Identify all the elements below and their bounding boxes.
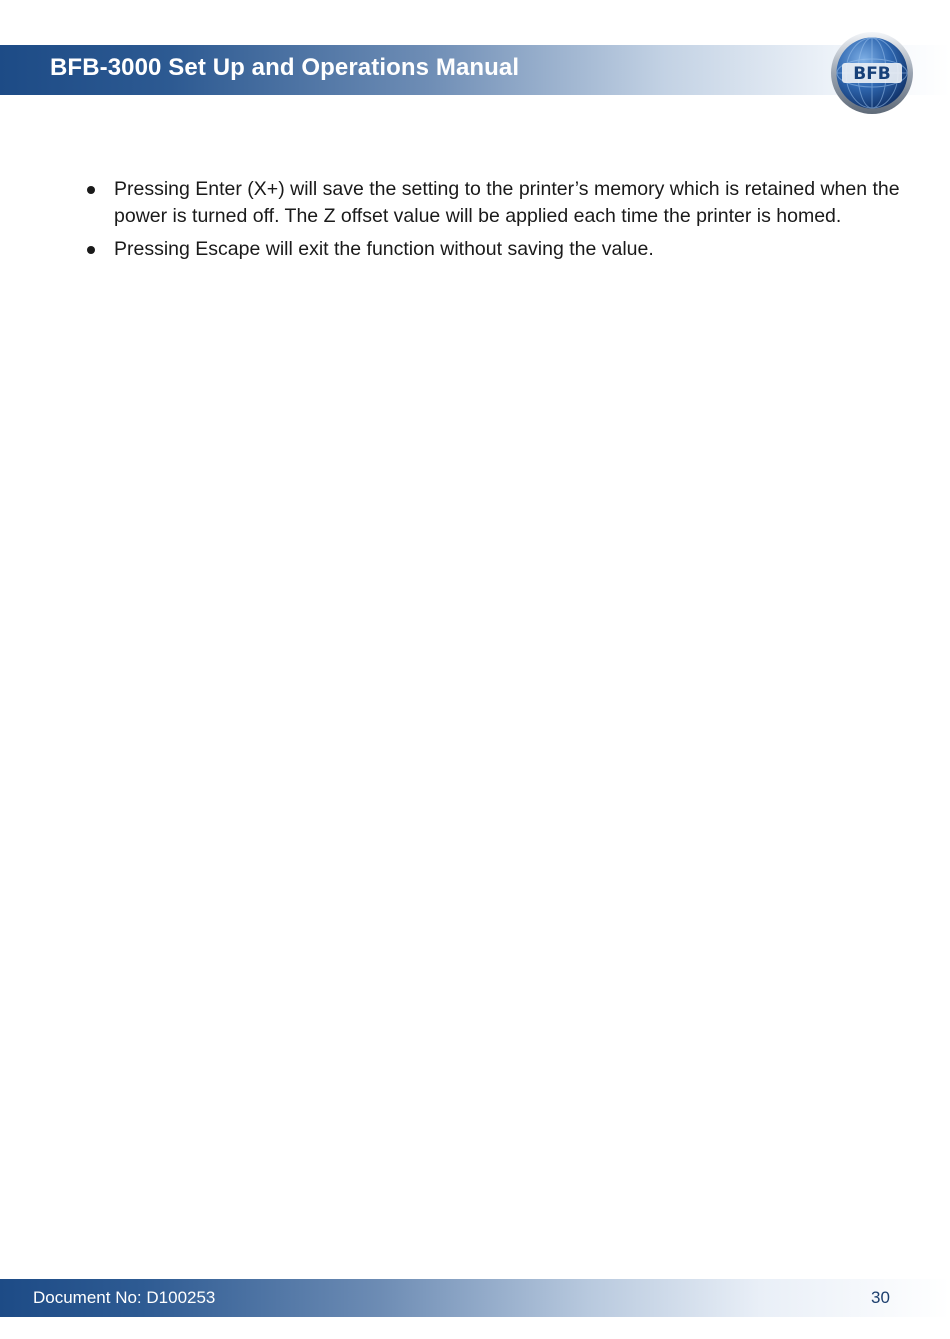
document-number: Document No: D100253 xyxy=(33,1288,216,1307)
list-item xyxy=(82,176,902,230)
list-item xyxy=(82,236,902,263)
bullet-icon xyxy=(87,186,95,194)
page-number: 30 xyxy=(871,1288,890,1307)
bullet-icon xyxy=(87,246,95,254)
bullet-text: Pressing Escape will exit the function without saving the value. xyxy=(114,238,654,260)
bfb-logo-icon xyxy=(830,31,914,115)
bullet-text: Pressing Enter (X+) will save the setting to the printer’s memory which is retained when the power is turned off. The Z offset value will be applied each time the printer is homed. xyxy=(114,178,900,227)
page-title: BFB-3000 Set Up and Operations Manual xyxy=(50,54,520,81)
logo-text: BFB xyxy=(853,64,891,84)
bullet-list xyxy=(82,176,902,269)
